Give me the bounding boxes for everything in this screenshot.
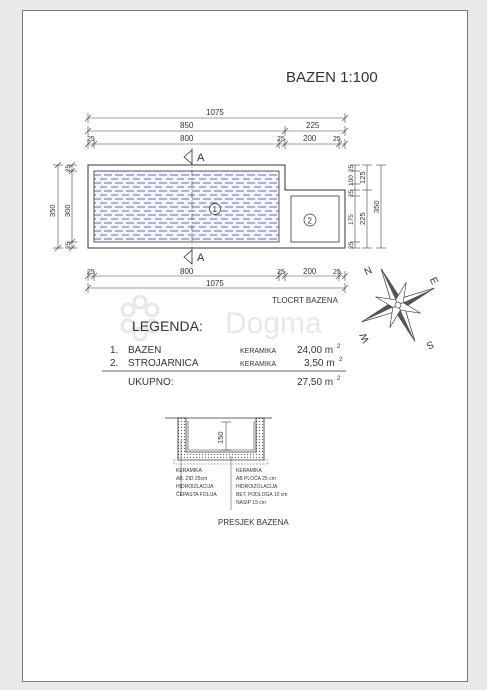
dim-right-overall: 350	[372, 200, 381, 213]
dim-left-25b: 25	[65, 241, 72, 249]
pool-room-number: 1	[212, 205, 217, 214]
legend-row-1-unit-sup: 2	[337, 344, 341, 350]
dim-bottom-25a: 25	[87, 269, 95, 276]
section-depth: 150	[216, 431, 225, 444]
dim-bottom-25c: 25	[333, 269, 341, 276]
compass-w: W	[358, 331, 373, 345]
section-left-layer-3: HIDROIZLACIJA	[176, 484, 214, 490]
legend-total	[128, 376, 341, 388]
section-label-top: A	[197, 152, 205, 164]
legend-row-2-no: 2.	[110, 358, 119, 369]
section-right-layer-1: KERAMIKA	[236, 468, 262, 474]
section-right-layers	[236, 468, 287, 506]
top-dimension-labels	[87, 108, 341, 143]
dim-bottom-800: 800	[180, 267, 194, 276]
legend-row-2-name: STROJARNICA	[128, 358, 199, 369]
compass-n: N	[362, 265, 374, 279]
dim-right-125: 125	[358, 171, 367, 184]
dim-right-25b: 25	[348, 189, 355, 197]
legend-row-1-material: KERAMIKA	[240, 348, 277, 355]
legend-total-label: UKUPNO:	[128, 377, 174, 388]
section-label-bottom: A	[197, 252, 205, 264]
section-left-layer-2: AB. ZID 25cm	[176, 476, 208, 482]
dim-top-25b: 25	[277, 136, 285, 143]
compass-e: E	[426, 275, 440, 287]
legend-row-1-area: 24,00 m	[297, 345, 334, 356]
section-left-layer-4: ČEPASTA FOLIJA	[176, 492, 217, 498]
section-right-layer-4: BET. PODLOGA 10 cm	[236, 492, 288, 498]
dim-right-100: 100	[348, 175, 355, 186]
legend-row-2-area: 3,50 m	[304, 358, 335, 369]
legend-row-1-no: 1.	[110, 345, 119, 356]
watermark-text: Dogma	[225, 307, 322, 340]
dim-left-300: 300	[63, 204, 72, 217]
dim-top-overall: 1075	[206, 108, 224, 117]
machine-room-number: 2	[307, 216, 312, 226]
drawing-title: BAZEN 1:100	[286, 69, 378, 86]
section-marker-bottom	[184, 250, 192, 264]
section-left-layer-1: KERAMIKA	[176, 468, 202, 474]
legend-title: LEGENDA:	[132, 318, 203, 334]
dim-bottom-25b: 25	[277, 269, 285, 276]
legend-row-2-unit-sup: 2	[339, 357, 343, 363]
legend-row-2	[110, 357, 343, 369]
dim-top-800: 800	[180, 134, 194, 143]
legend-row-1-name: BAZEN	[128, 345, 162, 356]
legend-total-unit-sup: 2	[337, 376, 341, 382]
dim-top-200: 200	[303, 134, 317, 143]
dim-top-225: 225	[306, 121, 320, 130]
compass-s: S	[424, 337, 436, 351]
section-right-layer-5: NASIP 15 cm	[236, 500, 266, 506]
top-dimensions	[85, 113, 348, 149]
dim-right-25c: 25	[348, 241, 355, 249]
plan-label: TLOCRT BAZENA	[272, 296, 338, 305]
dim-bottom-overall: 1075	[206, 279, 224, 288]
section-right-layer-2: AB PLOČA 25 cm	[236, 476, 276, 482]
dim-right-25a: 25	[348, 164, 355, 172]
dim-right-225: 225	[358, 212, 367, 225]
legend-row-1	[110, 344, 341, 356]
dim-top-25a: 25	[87, 136, 95, 143]
dim-bottom-200: 200	[303, 267, 317, 276]
dim-right-175: 175	[348, 214, 355, 225]
dim-top-25c: 25	[333, 136, 341, 143]
compass-rose	[360, 267, 437, 344]
section-label: PRESJEK BAZENA	[218, 518, 289, 527]
dim-top-850: 850	[180, 121, 194, 130]
dim-left-25a: 25	[65, 164, 72, 172]
section-left-layers	[176, 468, 217, 498]
section-right-layer-3: HIDROIZOLACIJA	[236, 484, 278, 490]
section-marker-top	[184, 150, 192, 164]
dim-left-overall: 350	[48, 204, 57, 217]
pool-basin	[94, 171, 279, 242]
legend-row-2-material: KERAMIKA	[240, 361, 277, 368]
legend-total-area: 27,50 m	[297, 377, 334, 388]
